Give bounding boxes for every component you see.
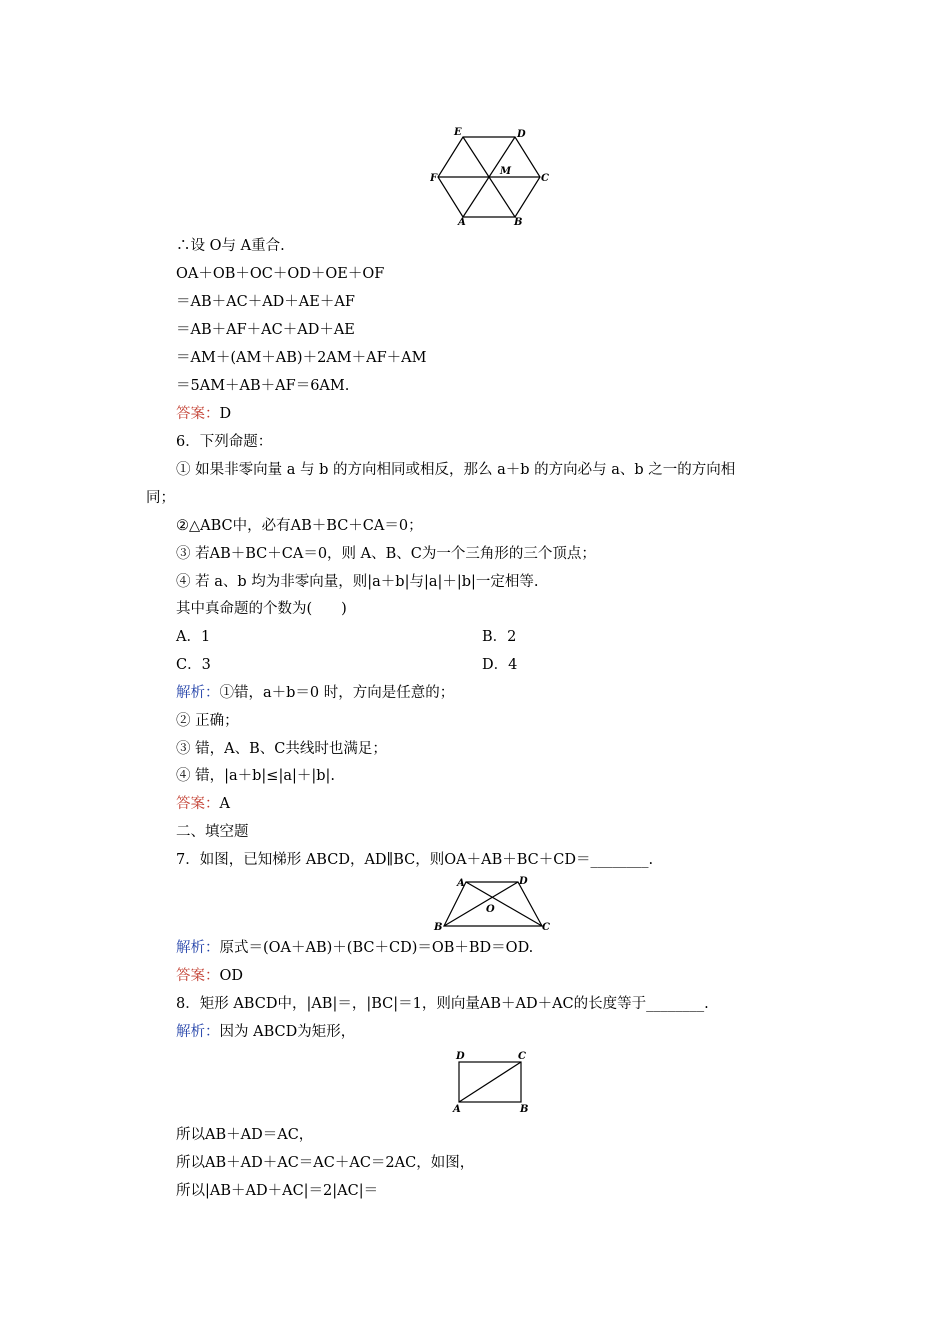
hex-label-m: M: [500, 166, 512, 177]
line-06: ＝5AM＋AB＋AF＝6AM.: [176, 378, 350, 394]
line-05: ＝AM＋(AM＋AB)＋2AM＋AF＋AM: [176, 350, 427, 366]
analysis-label: 解析：: [176, 1024, 220, 1040]
trapezoid-figure: [430, 874, 556, 934]
line-19: ③ 错，A、B、C共线时也满足；: [176, 741, 387, 757]
trap-label-b: B: [434, 922, 443, 933]
line-26: 8．矩形 ABCD中，|AB|＝，|BC|＝1，则向量AB＋AD＋AC的长度等于________.: [176, 996, 709, 1012]
line-02: OA＋OB＋OC＋OD＋OE＋OF: [176, 266, 385, 282]
line-04: ＝AB＋AF＋AC＋AD＋AE: [176, 322, 355, 338]
answer-value: A: [219, 796, 230, 812]
trap-label-a: A: [457, 878, 465, 889]
analysis-text: ①错，a＋b＝0 时，方向是任意的；: [219, 685, 455, 701]
hexagon-figure: [430, 124, 554, 230]
line-10: 同；: [146, 490, 175, 506]
line-28: 所以AB＋AD＝AC，: [176, 1127, 314, 1143]
analysis-line-3: [176, 1022, 355, 1042]
analysis-text: 因为 ABCD为矩形，: [219, 1024, 356, 1040]
answer-line-1: [176, 404, 231, 424]
line-12: ③ 若AB＋BC＋CA＝0，则 A、B、C为一个三角形的三个顶点；: [176, 546, 596, 562]
line-03: ＝AB＋AC＋AD＋AE＋AF: [176, 294, 355, 310]
rect-label-b: B: [520, 1104, 529, 1115]
trap-label-o: O: [486, 904, 495, 915]
rect-label-a: A: [453, 1104, 461, 1115]
hex-label-c: C: [541, 173, 549, 184]
trap-label-c: C: [542, 922, 550, 933]
answer-label: 答案：: [176, 968, 220, 984]
answer-line-2: [176, 794, 230, 814]
analysis-label: 解析：: [176, 940, 220, 956]
line-29: 所以AB＋AD＋AC＝AC＋AC＝2AC，如图，: [176, 1155, 475, 1171]
rect-label-d: D: [456, 1051, 465, 1062]
rectangle-figure: [446, 1048, 536, 1118]
option-a: A．1: [176, 629, 211, 645]
answer-label: 答案：: [176, 406, 220, 422]
hex-label-b: B: [514, 217, 523, 228]
answer-label: 答案：: [176, 796, 220, 812]
option-b: B．2: [482, 629, 517, 645]
rect-label-c: C: [518, 1051, 526, 1062]
line-14: 其中真命题的个数为( ): [176, 601, 347, 617]
analysis-text: 原式＝(OA＋AB)＋(BC＋CD)＝OB＋BD＝OD.: [219, 940, 534, 956]
hex-label-a: A: [458, 217, 466, 228]
line-09: ① 如果非零向量 a 与 b 的方向相同或相反，那么 a＋b 的方向必与 a、b 之一的方向相: [176, 462, 736, 478]
line-20: ④ 错，|a＋b|≤|a|＋|b|.: [176, 768, 336, 784]
answer-value: D: [219, 406, 232, 422]
line-30: 所以|AB＋AD＋AC|＝2|AC|＝: [176, 1183, 379, 1199]
analysis-label: 解析：: [176, 685, 220, 701]
analysis-line-1: [176, 683, 454, 703]
line-13: ④ 若 a、b 均为非零向量，则|a＋b|与|a|＋|b|一定相等.: [176, 574, 539, 590]
hex-label-d: D: [517, 129, 526, 140]
trap-label-d: D: [519, 876, 528, 887]
answer-line-3: [176, 966, 243, 986]
option-d: D．4: [482, 657, 518, 673]
answer-value: OD: [219, 968, 244, 984]
option-c: C．3: [176, 657, 211, 673]
line-11: ②△ABC中，必有AB＋BC＋CA＝0；: [176, 518, 423, 534]
section-heading: 二、填空题: [176, 824, 249, 840]
line-01: ∴设 O与 A重合.: [176, 238, 285, 254]
analysis-line-2: [176, 938, 533, 958]
hex-label-f: F: [430, 173, 438, 184]
line-23: 7．如图，已知梯形 ABCD，AD∥BC，则OA＋AB＋BC＋CD＝________.: [176, 852, 654, 868]
line-18: ② 正确；: [176, 713, 239, 729]
hex-label-e: E: [454, 127, 462, 138]
line-08: 6．下列命题：: [176, 434, 273, 450]
